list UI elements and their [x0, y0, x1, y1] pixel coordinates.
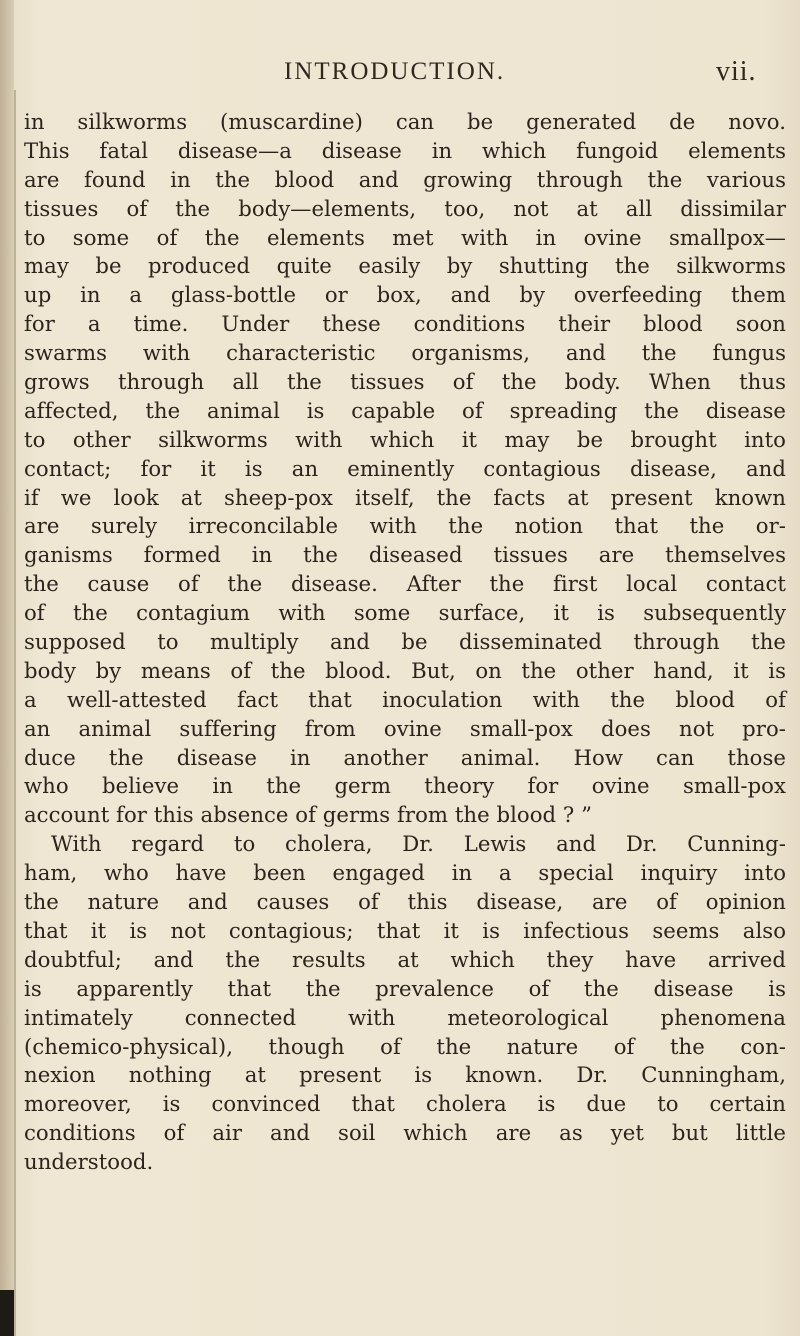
- text-line: duce the disease in another animal. How can those: [24, 744, 786, 770]
- text-line: a well-attested fact that inoculation with the blood of: [24, 686, 786, 712]
- text-line: moreover, is convinced that cholera is due to certain: [24, 1091, 786, 1117]
- running-title: INTRODUCTION.: [284, 58, 506, 85]
- text-line: understood.: [24, 1149, 154, 1175]
- text-line: for a time. Under these conditions their blood soon: [24, 311, 786, 337]
- text-line: up in a glass-bottle or box, and by overfeeding them: [24, 282, 786, 308]
- text-line: doubtful; and the results at which they have arrived: [24, 946, 786, 972]
- text-line: (chemico-physical), though of the nature of the con-: [24, 1033, 786, 1059]
- text-line: who believe in the germ theory for ovine small-pox: [24, 773, 786, 799]
- text-line: the cause of the disease. After the first local contact: [24, 571, 786, 597]
- text-line: if we look at sheep-pox itself, the facts at present known: [24, 484, 786, 510]
- text-line: conditions of air and soil which are as yet but little: [24, 1120, 786, 1146]
- text-line: the nature and causes of this disease, are of opinion: [24, 889, 786, 915]
- text-line: to other silkworms with which it may be brought into: [24, 426, 786, 452]
- text-line: body by means of the blood. But, on the other hand, it is: [24, 657, 786, 683]
- text-line: This fatal disease—a disease in which fungoid elements: [24, 137, 786, 163]
- binding-gutter: [0, 0, 14, 1336]
- gutter-edge: [14, 90, 16, 1336]
- binding-mark: [0, 1290, 14, 1336]
- text-line: of the contagium with some surface, it is subsequently: [24, 600, 786, 626]
- text-line: are found in the blood and growing through the various: [24, 166, 786, 192]
- text-line: intimately connected with meteorological phenomena: [24, 1004, 786, 1030]
- text-line: account for this absence of germs from the blood ? ”: [24, 802, 592, 828]
- text-line: are surely irreconcilable with the notion that the or-: [24, 513, 786, 539]
- text-line: ham, who have been engaged in a special inquiry into: [24, 860, 786, 886]
- text-line: ganisms formed in the diseased tissues are themselves: [24, 542, 786, 568]
- text-line: in silkworms (muscardine) can be generated de novo.: [24, 109, 786, 134]
- text-line: swarms with characteristic organisms, and the fungus: [24, 340, 786, 366]
- page-number: vii.: [716, 56, 757, 87]
- text-line: an animal suffering from ovine small-pox does not pro-: [24, 715, 786, 741]
- text-line: may be produced quite easily by shutting the silkworms: [24, 253, 786, 279]
- paragraph-start-line: With regard to cholera, Dr. Lewis and Dr. Cunning-: [51, 831, 786, 857]
- text-line: that it is not contagious; that it is infectious seems also: [24, 917, 786, 943]
- body-text: [24, 108, 786, 1177]
- text-line: nexion nothing at present is known. Dr. Cunningham,: [24, 1062, 786, 1088]
- text-line: grows through all the tissues of the body. When thus: [24, 369, 786, 395]
- text-line: contact; for it is an eminently contagious disease, and: [24, 455, 786, 481]
- text-line: is apparently that the prevalence of the disease is: [24, 975, 786, 1001]
- text-line: affected, the animal is capable of spreading the disease: [24, 397, 786, 423]
- running-head: [0, 40, 800, 90]
- text-line: tissues of the body—elements, too, not at all dissimilar: [24, 195, 786, 221]
- text-line: to some of the elements met with in ovine smallpox—: [24, 224, 786, 250]
- text-line: supposed to multiply and be disseminated through the: [24, 629, 786, 655]
